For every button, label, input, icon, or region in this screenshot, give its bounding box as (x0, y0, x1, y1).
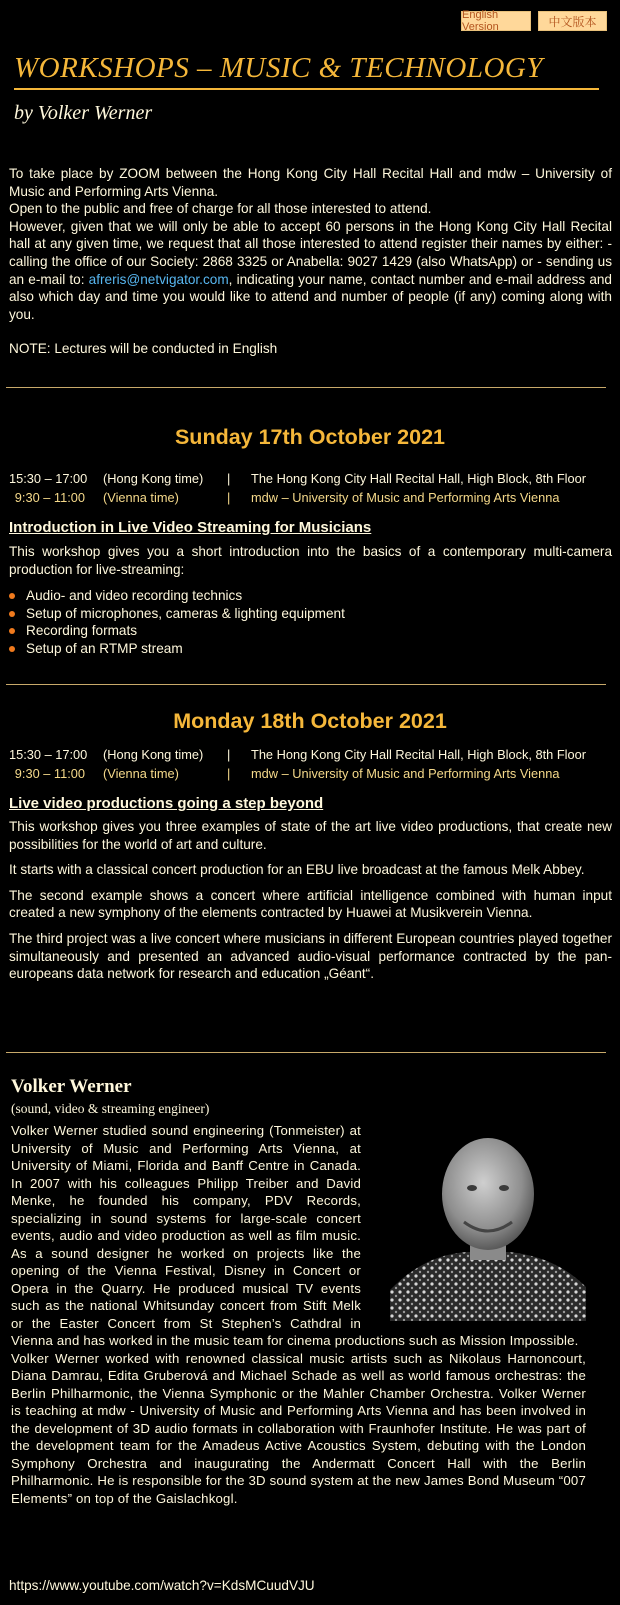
time-zone: (Hong Kong time) (103, 471, 204, 486)
bio-paragraph: Volker Werner worked with renowned classical music artists such as Nikolaus Harnoncourt, Diana Damrau, Edita Gruberová and Michael Schade as well as world famous orchestras: the Berlin Philharmonic, the Vienna Symphonic or the Mahler Chamber Orchestra. Volker Werner is teaching at mdw - University of Music and Performing Arts Vienna and has been involved in the development of 3D audio formats in collaboration with Fraunhofer Institute. He was part of the development team for the Amadeus Active Acoustics System, debuting with the London Symphony Orchestra and inaugurating the Andermatt Concert Hall with the Berlin Philharmonic. He is responsible for the 3D sound system at the new James Bond Museum “007 Elements” on top of the Gaislachkogl. (11, 1350, 586, 1506)
venue: The Hong Kong City Hall Recital Hall, High Block, 8th Floor (251, 471, 586, 486)
workshop-paragraph: The second example shows a concert where artificial intelligence combined with human input created a new symphony of the elements contracted by Huawei at Musikverein Vienna. (9, 887, 612, 921)
youtube-link[interactable]: https://www.youtube.com/watch?v=KdsMCuudVJU (9, 1578, 315, 1593)
day1-title: Sunday 17th October 2021 (174, 425, 446, 449)
registration-text: However, given that we will only be able to accept 60 persons in the Hong Kong City Hall Recital hall at any given time, we request that all those interested to attend register their names by either: - calling the office of our Society: 2868 3325 or Anabella: 9027 1429 (also WhatsApp) or - sending us an e-mail to: (9, 218, 612, 287)
language-note: NOTE: Lectures will be conducted in English (9, 341, 278, 357)
venue: mdw – University of Music and Performing Arts Vienna (251, 489, 560, 505)
time-range: 9:30 – 11:00 (14, 489, 85, 505)
time-zone: (Hong Kong time) (103, 747, 204, 762)
separator: | (227, 489, 231, 505)
workshop1-title: Introduction in Live Video Streaming for Musicians (9, 519, 372, 536)
separator: | (227, 471, 231, 486)
day2-title: Monday 18th October 2021 (173, 709, 447, 733)
workshop-paragraph: It starts with a classical concert production for an EBU live broadcast at the famous Melk Abbey. (9, 862, 585, 878)
english-version-button[interactable]: English Version (461, 11, 531, 31)
workshop-paragraph: The third project was a live concert where musicians in different European countries played together simultaneously and presented an advanced audio-visual performance contracted by the pan-europeans data network for research and education „Géant“. (9, 930, 612, 982)
time-zone: (Vienna time) (103, 489, 179, 505)
section-divider (6, 387, 606, 388)
workshop1-description (9, 543, 612, 586)
intro-section (9, 165, 612, 358)
bio-text (11, 1122, 586, 1507)
section-divider (6, 1052, 606, 1053)
workshop-paragraph: This workshop gives you three examples of state of the art live video productions, that create new possibilities for the world of art and culture. (9, 819, 612, 852)
workshop1-topics (9, 587, 345, 657)
bio-name: Volker Werner (11, 1076, 132, 1097)
time-range: 15:30 – 17:00 (9, 471, 88, 486)
list-item: Recording formats (9, 622, 345, 640)
bio-paragraph: Volker Werner studied sound engineering (Tonmeister) at University of Music and Performing Arts Vienna, at University of Miami, Florida and Banff Centre in Canada. In 2007 with his colleagues Philipp Treiber and David Menke, he founded his company, PDV Records, specializing in sound systems for large-scale concert events, audio and video production as well as film music. As a sound designer he worked on projects like the opening of the Vienna Festival, Disney in Concert or Opera in the Quarry. He produced musical TV events such as the national Whitsunday concert from Stift Melk or the Easter Concert from St Stephen’s Cathdral in Vienna and has worked in the music team for cinema productions such as Mission Impossible. (11, 1123, 579, 1348)
byline: by Volker Werner (14, 102, 153, 124)
list-item: Setup of an RTMP stream (9, 640, 345, 658)
section-divider (6, 684, 606, 685)
workshop2-title: Live video productions going a step beyond (9, 795, 324, 812)
separator: | (227, 765, 231, 781)
chinese-version-button[interactable]: 中文版本 (538, 11, 607, 31)
intro-paragraph: To take place by ZOOM between the Hong Kong City Hall Recital Hall and mdw – University of Music and Performing Arts Vienna. (9, 166, 612, 199)
registration-paragraph (9, 218, 612, 324)
time-range: 15:30 – 17:00 (9, 747, 88, 762)
time-zone: (Vienna time) (103, 765, 179, 781)
venue: The Hong Kong City Hall Recital Hall, High Block, 8th Floor (251, 747, 586, 762)
workshop-paragraph: This workshop gives you a short introduction into the basics of a contemporary multi-camera production for live-streaming: (9, 544, 612, 577)
list-item: Setup of microphones, cameras & lighting equipment (9, 605, 345, 623)
time-range: 9:30 – 11:00 (14, 765, 85, 781)
separator: | (227, 747, 231, 762)
venue: mdw – University of Music and Performing Arts Vienna (251, 765, 560, 781)
intro-paragraph: Open to the public and free of charge for all those interested to attend. (9, 201, 432, 217)
portrait-photo (390, 1122, 586, 1321)
list-item: Audio- and video recording technics (9, 587, 345, 605)
registration-text: , indicating your name, contact number and e-mail address and also which day and time you would like to attend and number of people (if any) coming along with you. (9, 271, 612, 322)
bio-role: (sound, video & streaming engineer) (11, 1101, 210, 1116)
workshop2-description (9, 818, 612, 991)
email-link[interactable]: afreris@netvigator.com (88, 271, 229, 287)
page-title: WORKSHOPS – MUSIC & TECHNOLOGY (14, 52, 599, 90)
